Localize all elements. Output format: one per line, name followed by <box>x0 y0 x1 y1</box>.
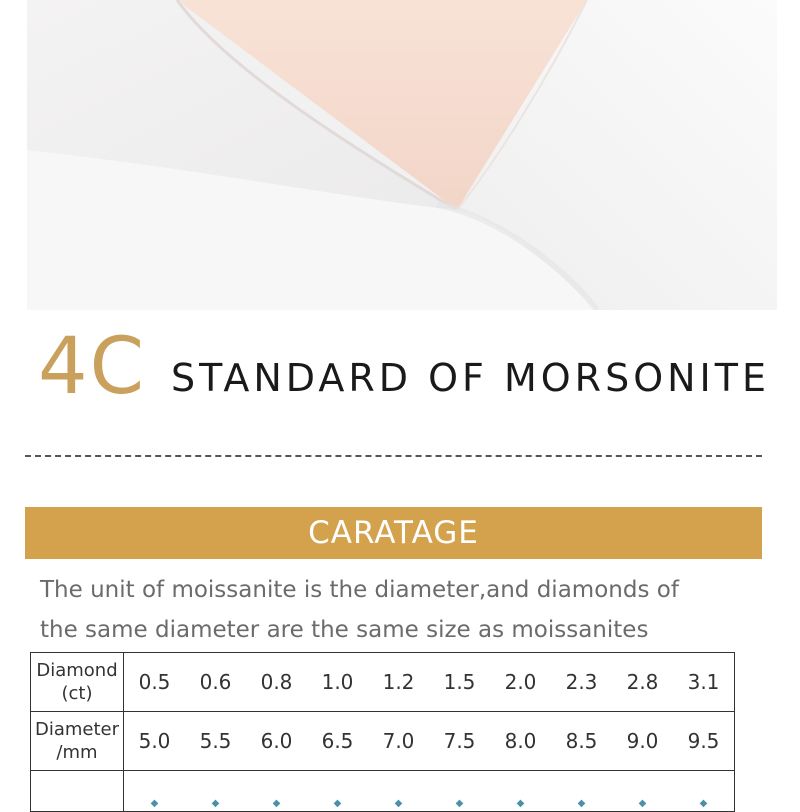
table-row-diamond <box>31 653 735 712</box>
table-cell <box>185 771 246 812</box>
gem-icon: ◆ <box>455 798 464 809</box>
table-cell: 5.0 <box>124 712 186 771</box>
gem-icon: ◆ <box>272 798 281 809</box>
gem-icon: ◆ <box>638 798 647 809</box>
table-cell <box>246 771 307 812</box>
table-cell: 8.5 <box>551 712 612 771</box>
row-header-line: (ct) <box>61 683 93 704</box>
table-cell: 2.0 <box>490 653 551 712</box>
gem-icon: ◆ <box>150 798 159 809</box>
table-cell: 5.5 <box>185 712 246 771</box>
table-cell: 9.0 <box>612 712 673 771</box>
description-line-2: the same diameter are the same size as moissanites <box>40 617 649 643</box>
headline-4c: 4C <box>38 322 147 412</box>
headline-title: STANDARD OF MORSONITE <box>171 356 770 400</box>
table-cell <box>307 771 368 812</box>
table-cell: 2.8 <box>612 653 673 712</box>
table-cell <box>124 771 186 812</box>
table-row-partial <box>31 771 735 812</box>
fabric-neckline-image <box>27 0 777 310</box>
gem-icon: ◆ <box>211 798 220 809</box>
dashed-divider <box>25 455 762 457</box>
headline <box>38 322 768 412</box>
description-line-1: The unit of moissanite is the diameter,and diamonds of <box>40 577 679 603</box>
table-cell <box>490 771 551 812</box>
table-cell: 1.2 <box>368 653 429 712</box>
table-cell <box>673 771 735 812</box>
row-header-diamond <box>31 653 124 712</box>
banner-label: CARATAGE <box>308 515 479 551</box>
table-cell: 1.0 <box>307 653 368 712</box>
table-cell <box>551 771 612 812</box>
table-cell: 2.3 <box>551 653 612 712</box>
table-cell: 3.1 <box>673 653 735 712</box>
gem-icon: ◆ <box>333 798 342 809</box>
gem-icon: ◆ <box>699 798 708 809</box>
table-cell: 7.5 <box>429 712 490 771</box>
caratage-banner <box>25 507 762 559</box>
gem-icon: ◆ <box>394 798 403 809</box>
table-cell: 1.5 <box>429 653 490 712</box>
gem-icon: ◆ <box>516 798 525 809</box>
table-cell <box>612 771 673 812</box>
row-header-line: Diameter <box>34 719 120 740</box>
table-cell: 8.0 <box>490 712 551 771</box>
size-table <box>30 652 735 812</box>
table-cell: 6.5 <box>307 712 368 771</box>
table-cell: 0.6 <box>185 653 246 712</box>
row-header-diameter <box>31 712 124 771</box>
table-cell: 7.0 <box>368 712 429 771</box>
table-cell: 0.5 <box>124 653 186 712</box>
table-row-diameter <box>31 712 735 771</box>
table-cell <box>368 771 429 812</box>
row-header-line: Diamond <box>36 660 118 681</box>
gem-icon: ◆ <box>577 798 586 809</box>
hero-photo <box>27 0 777 310</box>
row-header-line: /mm <box>56 742 98 763</box>
table-cell: 0.8 <box>246 653 307 712</box>
table-cell: 9.5 <box>673 712 735 771</box>
row-header-partial <box>31 771 124 812</box>
table-cell: 6.0 <box>246 712 307 771</box>
table-cell <box>429 771 490 812</box>
description <box>40 570 780 650</box>
